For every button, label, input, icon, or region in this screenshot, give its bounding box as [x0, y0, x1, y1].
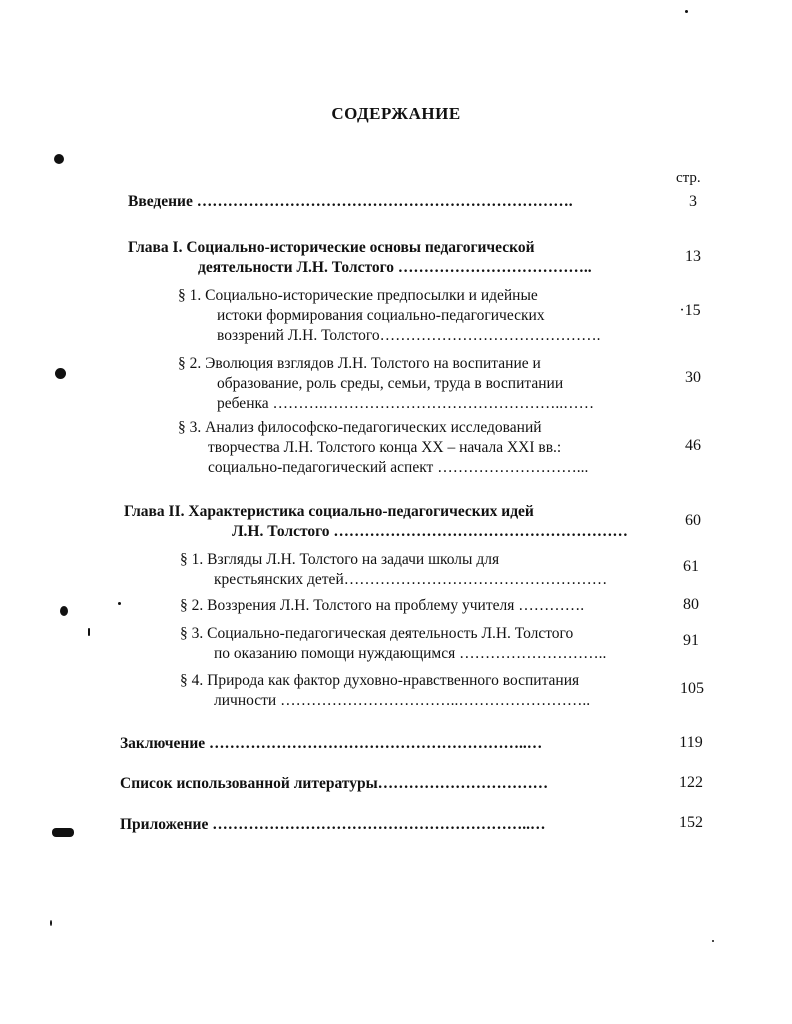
toc-line: Л.Н. Толстого …………………………………………………	[232, 523, 628, 540]
toc-line: Приложение ……………………………………………………..…	[120, 816, 546, 833]
page-column-label: стр.	[676, 170, 701, 186]
toc-page-number: 80	[683, 596, 699, 613]
toc-line: Введение ……………………………………………………………….	[128, 193, 573, 210]
toc-page-number: 30	[685, 369, 701, 386]
punch-hole-mark	[55, 368, 66, 379]
toc-page-number: 105	[680, 680, 704, 697]
toc-entry-conclusion	[120, 734, 668, 754]
toc-line: § 1. Социально-исторические предпосылки и идейные	[178, 287, 538, 304]
toc-entry-chapter-1	[128, 238, 668, 278]
toc-entry-chapter-2	[124, 502, 669, 542]
toc-line: творчества Л.Н. Толстого конца XX – начала XXI вв.:	[208, 439, 562, 456]
toc-entry-section-2-2	[180, 596, 668, 616]
toc-entry-section-1-2	[178, 354, 668, 414]
toc-line: § 4. Природа как фактор духовно-нравственного воспитания	[180, 672, 580, 689]
scan-speck	[685, 10, 688, 13]
toc-page-number: 60	[685, 512, 701, 529]
toc-line: Список использованной литературы……………………………	[120, 775, 549, 792]
punch-hole-mark	[52, 828, 74, 837]
toc-page-number: ·15	[679, 302, 701, 319]
toc-page-number: 91	[683, 632, 699, 649]
toc-line: Глава II. Характеристика социально-педагогических идей	[124, 503, 534, 520]
toc-page-number: 119	[679, 734, 703, 751]
toc-page-number: 46	[685, 437, 701, 454]
toc-page-number: 122	[679, 774, 703, 791]
toc-entry-section-1-3	[178, 418, 668, 478]
toc-line: деятельности Л.Н. Толстого ………………………………..	[198, 259, 592, 276]
scan-speck	[50, 920, 52, 926]
toc-line: Глава I. Социально-исторические основы педагогической	[128, 239, 535, 256]
toc-line: § 1. Взгляды Л.Н. Толстого на задачи школы для	[180, 551, 500, 568]
toc-entry-section-2-3	[180, 624, 668, 664]
toc-page-number: 152	[679, 814, 703, 831]
scan-speck	[118, 602, 121, 605]
toc-page-number: 13	[685, 248, 701, 265]
toc-entry-section-1-1	[178, 286, 668, 346]
toc-line: крестьянских детей……………………………………………	[214, 571, 608, 588]
toc-line: § 3. Социально-педагогическая деятельность Л.Н. Толстого	[180, 625, 574, 642]
toc-line: воззрений Л.Н. Толстого…………………………………….	[217, 327, 601, 344]
page-title: СОДЕРЖАНИЕ	[331, 104, 461, 123]
toc-entry-appendix	[120, 815, 668, 835]
toc-line: социально-педагогический аспект ………………………...	[208, 459, 589, 476]
scan-speck	[88, 628, 90, 636]
toc-page-number: 3	[689, 193, 697, 210]
toc-line: ребенка ……….………………………………………..……	[217, 395, 595, 412]
toc-line: образование, роль среды, семьи, труда в воспитании	[217, 375, 564, 392]
toc-line: § 3. Анализ философско-педагогических исследований	[178, 419, 542, 436]
toc-line: личности ……………………………..……………………..	[214, 692, 591, 709]
toc-line: Заключение ……………………………………………………..…	[120, 735, 543, 752]
toc-line: § 2. Эволюция взглядов Л.Н. Толстого на воспитание и	[178, 355, 541, 372]
punch-hole-mark	[54, 154, 64, 164]
toc-entry-section-2-4	[180, 671, 668, 711]
toc-line: § 2. Воззрения Л.Н. Толстого на проблему учителя ………….	[180, 597, 585, 614]
toc-entry-bibliography	[120, 774, 668, 794]
toc-entry-introduction	[128, 192, 668, 212]
toc-line: по оказанию помощи нуждающимся ………………………..	[214, 645, 607, 662]
punch-hole-mark	[60, 606, 68, 616]
toc-line: истоки формирования социально-педагогических	[217, 307, 545, 324]
scan-speck	[712, 940, 714, 942]
toc-entry-section-2-1	[180, 550, 668, 590]
toc-page-number: 61	[683, 558, 699, 575]
